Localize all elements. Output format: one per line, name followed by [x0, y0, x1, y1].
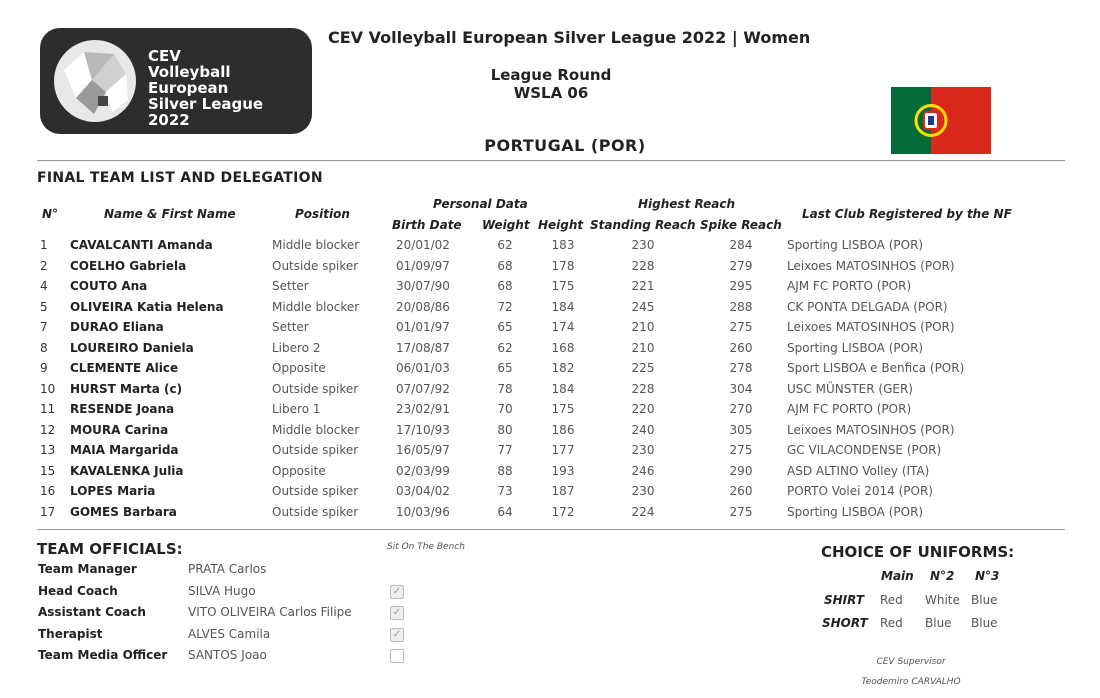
player-standing-reach: 228	[631, 381, 655, 396]
table-row	[0, 484, 1100, 504]
player-spike-reach: 304	[729, 381, 753, 396]
official-row	[0, 648, 600, 668]
player-weight: 80	[497, 422, 513, 437]
official-name: SILVA Hugo	[188, 583, 256, 598]
short-label: SHORT	[822, 616, 868, 630]
player-height: 184	[551, 299, 575, 314]
player-spike-reach: 260	[729, 484, 753, 498]
player-birth-date: 10/03/96	[396, 504, 450, 519]
player-weight: 62	[497, 340, 513, 355]
logo-emblem-icon	[54, 40, 136, 122]
player-spike-reach: 275	[729, 320, 753, 334]
player-birth-date: 01/09/97	[396, 258, 450, 273]
player-height: 186	[551, 422, 575, 437]
portugal-flag-icon	[891, 87, 991, 154]
player-weight: 77	[497, 443, 513, 457]
player-position: Opposite	[272, 463, 326, 478]
logo-wordmark	[148, 48, 312, 128]
player-height: 183	[551, 238, 575, 252]
table-row	[0, 464, 1100, 484]
table-row	[0, 320, 1100, 340]
player-height: 175	[551, 279, 575, 293]
player-spike-reach: 295	[729, 279, 753, 293]
player-position: Outside spiker	[272, 443, 359, 457]
event-title: CEV Volleyball European Silver League 2022 | Women	[328, 28, 811, 47]
player-weight: 62	[497, 238, 513, 252]
player-name: COELHO Gabriela	[70, 258, 187, 273]
official-row	[0, 627, 600, 647]
player-birth-date: 17/08/87	[396, 340, 450, 355]
shirt-2: White	[925, 593, 960, 607]
player-number: 1	[40, 238, 48, 252]
player-weight: 68	[497, 279, 513, 293]
col-header-highest-reach: Highest Reach	[638, 197, 736, 211]
col-header-name: Name & First Name	[104, 207, 236, 221]
player-position: Opposite	[272, 361, 326, 375]
player-name: DURAO Eliana	[70, 320, 164, 334]
shirt-3: Blue	[971, 593, 998, 607]
header-divider	[37, 160, 1065, 161]
player-name: HURST Marta (c)	[70, 381, 183, 396]
player-standing-reach: 230	[631, 443, 655, 457]
player-name: CLEMENTE Alice	[70, 361, 179, 375]
player-spike-reach: 305	[729, 422, 753, 437]
col-header-height: Height	[538, 218, 584, 232]
player-height: 172	[551, 504, 575, 519]
player-standing-reach: 245	[631, 299, 655, 314]
official-name: PRATA Carlos	[188, 562, 267, 576]
col-header-last-club: Last Club Registered by the NF	[802, 207, 1012, 221]
player-last-club: Sporting LISBOA (POR)	[787, 340, 924, 355]
player-number: 15	[40, 463, 56, 478]
player-weight: 64	[497, 504, 513, 519]
player-standing-reach: 221	[631, 279, 655, 293]
player-weight: 72	[497, 299, 513, 314]
player-weight: 73	[497, 484, 513, 498]
player-weight: 65	[497, 320, 513, 334]
player-standing-reach: 220	[631, 402, 655, 416]
table-row	[0, 423, 1100, 443]
player-birth-date: 02/03/99	[396, 463, 450, 478]
player-spike-reach: 288	[729, 299, 753, 314]
player-last-club: Sporting LISBOA (POR)	[787, 238, 924, 252]
player-weight: 70	[497, 402, 513, 416]
player-position: Middle blocker	[272, 422, 360, 437]
player-height: 175	[551, 402, 575, 416]
player-birth-date: 07/07/92	[396, 381, 450, 396]
table-row	[0, 382, 1100, 402]
player-birth-date: 17/10/93	[396, 422, 450, 437]
official-name: VITO OLIVEIRA Carlos Filipe	[188, 605, 352, 619]
player-number: 5	[40, 299, 48, 314]
player-position: Setter	[272, 320, 309, 334]
player-spike-reach: 275	[729, 504, 753, 519]
shirt-label: SHIRT	[824, 593, 865, 607]
bench-checkbox[interactable]: ✓	[390, 628, 404, 642]
player-birth-date: 20/01/02	[396, 238, 450, 252]
col-header-weight: Weight	[482, 218, 530, 232]
player-standing-reach: 246	[631, 463, 655, 478]
official-row	[0, 605, 600, 625]
country-title: PORTUGAL (POR)	[484, 136, 646, 155]
short-3: Blue	[971, 616, 998, 630]
player-standing-reach: 210	[631, 320, 655, 334]
table-row	[0, 443, 1100, 463]
player-name: OLIVEIRA Katia Helena	[70, 299, 224, 314]
table-row	[0, 361, 1100, 381]
officials-title: TEAM OFFICIALS:	[37, 540, 183, 558]
player-name: LOPES Maria	[70, 484, 156, 498]
player-number: 9	[40, 361, 48, 375]
player-position: Outside spiker	[272, 258, 359, 273]
player-spike-reach: 270	[729, 402, 753, 416]
official-role: Head Coach	[38, 583, 118, 598]
col-header-personal-data: Personal Data	[433, 197, 528, 211]
player-standing-reach: 225	[631, 361, 655, 375]
player-position: Libero 2	[272, 340, 321, 355]
player-height: 178	[551, 258, 575, 273]
official-row	[0, 562, 600, 582]
player-standing-reach: 228	[631, 258, 655, 273]
player-last-club: Leixoes MATOSINHOS (POR)	[787, 258, 955, 273]
bench-label: Sit On The Bench	[387, 542, 465, 552]
player-position: Outside spiker	[272, 504, 359, 519]
player-position: Outside spiker	[272, 381, 359, 396]
table-row	[0, 402, 1100, 422]
player-birth-date: 01/01/97	[396, 320, 450, 334]
bench-checkbox[interactable]: ✓	[390, 585, 404, 599]
cev-silver-league-logo	[40, 28, 312, 134]
player-position: Setter	[272, 279, 309, 293]
player-height: 182	[551, 361, 575, 375]
player-height: 174	[551, 320, 575, 334]
table-row	[0, 279, 1100, 299]
official-role: Assistant Coach	[38, 605, 146, 619]
player-birth-date: 16/05/97	[396, 443, 450, 457]
player-spike-reach: 275	[729, 443, 753, 457]
player-standing-reach: 224	[631, 504, 655, 519]
official-name: ALVES Camila	[188, 626, 271, 641]
official-role: Team Media Officer	[38, 648, 168, 662]
player-standing-reach: 230	[631, 484, 655, 498]
player-name: GOMES Barbara	[70, 504, 177, 519]
logo-line: CEV	[148, 47, 181, 65]
col-header-spike-reach: Spike Reach	[700, 218, 782, 232]
official-role: Team Manager	[38, 562, 137, 576]
player-number: 13	[40, 443, 56, 457]
player-weight: 78	[497, 381, 513, 396]
uniform-col-main: Main	[881, 569, 914, 583]
player-birth-date: 06/01/03	[396, 361, 450, 375]
player-name: KAVALENKA Julia	[70, 463, 184, 478]
player-last-club: PORTO Volei 2014 (POR)	[787, 484, 933, 498]
player-last-club: CK PONTA DELGADA (POR)	[787, 299, 948, 314]
player-birth-date: 03/04/02	[396, 484, 450, 498]
player-last-club: Sporting LISBOA (POR)	[787, 504, 924, 519]
player-number: 8	[40, 340, 48, 355]
player-weight: 68	[497, 258, 513, 273]
player-standing-reach: 230	[631, 238, 655, 252]
table-row	[0, 259, 1100, 279]
short-main: Red	[880, 616, 903, 630]
bench-checkbox[interactable]	[390, 649, 404, 663]
logo-line: Volleyball European	[148, 63, 231, 97]
player-spike-reach: 284	[729, 238, 753, 252]
col-header-no: N°	[42, 207, 59, 221]
player-last-club: AJM FC PORTO (POR)	[787, 402, 912, 416]
player-spike-reach: 278	[729, 361, 753, 375]
player-name: CAVALCANTI Amanda	[70, 238, 213, 252]
official-role: Therapist	[38, 626, 103, 641]
player-birth-date: 30/07/90	[396, 279, 450, 293]
player-last-club: GC VILACONDENSE (POR)	[787, 443, 942, 457]
col-header-standing-reach: Standing Reach	[590, 218, 696, 232]
bench-checkbox[interactable]: ✓	[390, 606, 404, 620]
player-last-club: ASD ALTINO Volley (ITA)	[787, 463, 930, 478]
player-number: 4	[40, 279, 48, 293]
col-header-birth-date: Birth Date	[392, 218, 462, 232]
official-name: SANTOS Joao	[188, 648, 267, 662]
table-row	[0, 300, 1100, 320]
player-number: 2	[40, 258, 48, 273]
short-2: Blue	[925, 616, 952, 630]
supervisor-label: CEV Supervisor	[876, 657, 946, 667]
supervisor-name: Teodemiro CARVALHO	[861, 677, 961, 687]
player-number: 7	[40, 320, 48, 334]
player-spike-reach: 260	[729, 340, 753, 355]
section-title: FINAL TEAM LIST AND DELEGATION	[37, 170, 323, 186]
uniform-col-2: N°2	[930, 569, 955, 583]
round-info	[436, 66, 666, 102]
player-last-club: USC MÜNSTER (GER)	[787, 381, 913, 396]
player-height: 168	[551, 340, 575, 355]
player-name: MAIA Margarida	[70, 443, 179, 457]
player-last-club: Leixoes MATOSINHOS (POR)	[787, 422, 955, 437]
uniforms-title: CHOICE OF UNIFORMS:	[821, 543, 1015, 561]
table-row	[0, 505, 1100, 525]
logo-line: 2022	[148, 111, 190, 129]
player-name: RESENDE Joana	[70, 402, 175, 416]
player-position: Middle blocker	[272, 299, 360, 314]
player-name: LOUREIRO Daniela	[70, 340, 194, 355]
player-birth-date: 20/08/86	[396, 299, 450, 314]
uniform-col-3: N°3	[975, 569, 1000, 583]
col-header-position: Position	[295, 207, 350, 221]
player-name: MOURA Carina	[70, 422, 169, 437]
player-last-club: Leixoes MATOSINHOS (POR)	[787, 320, 955, 334]
player-number: 12	[40, 422, 56, 437]
player-number: 10	[40, 381, 56, 396]
player-number: 16	[40, 484, 56, 498]
logo-line: Silver League	[148, 95, 264, 113]
player-weight: 65	[497, 361, 513, 375]
player-spike-reach: 279	[729, 258, 753, 273]
player-number: 11	[40, 402, 56, 416]
player-position: Libero 1	[272, 402, 321, 416]
player-birth-date: 23/02/91	[396, 402, 450, 416]
player-number: 17	[40, 504, 56, 519]
table-bottom-divider	[37, 529, 1065, 530]
table-row	[0, 341, 1100, 361]
round-label: League Round	[490, 66, 612, 84]
table-row	[0, 238, 1100, 258]
player-position: Middle blocker	[272, 238, 360, 252]
player-height: 187	[551, 484, 575, 498]
player-weight: 88	[497, 463, 513, 478]
player-last-club: Sport LISBOA e Benfica (POR)	[787, 361, 965, 375]
round-code: WSLA 06	[513, 84, 589, 102]
player-position: Outside spiker	[272, 484, 359, 498]
official-row	[0, 584, 600, 604]
player-standing-reach: 210	[631, 340, 655, 355]
player-spike-reach: 290	[729, 463, 753, 478]
player-height: 177	[551, 443, 575, 457]
player-height: 184	[551, 381, 575, 396]
shirt-main: Red	[880, 593, 903, 607]
player-last-club: AJM FC PORTO (POR)	[787, 279, 912, 293]
player-height: 193	[551, 463, 575, 478]
player-standing-reach: 240	[631, 422, 655, 437]
player-name: COUTO Ana	[70, 279, 148, 293]
